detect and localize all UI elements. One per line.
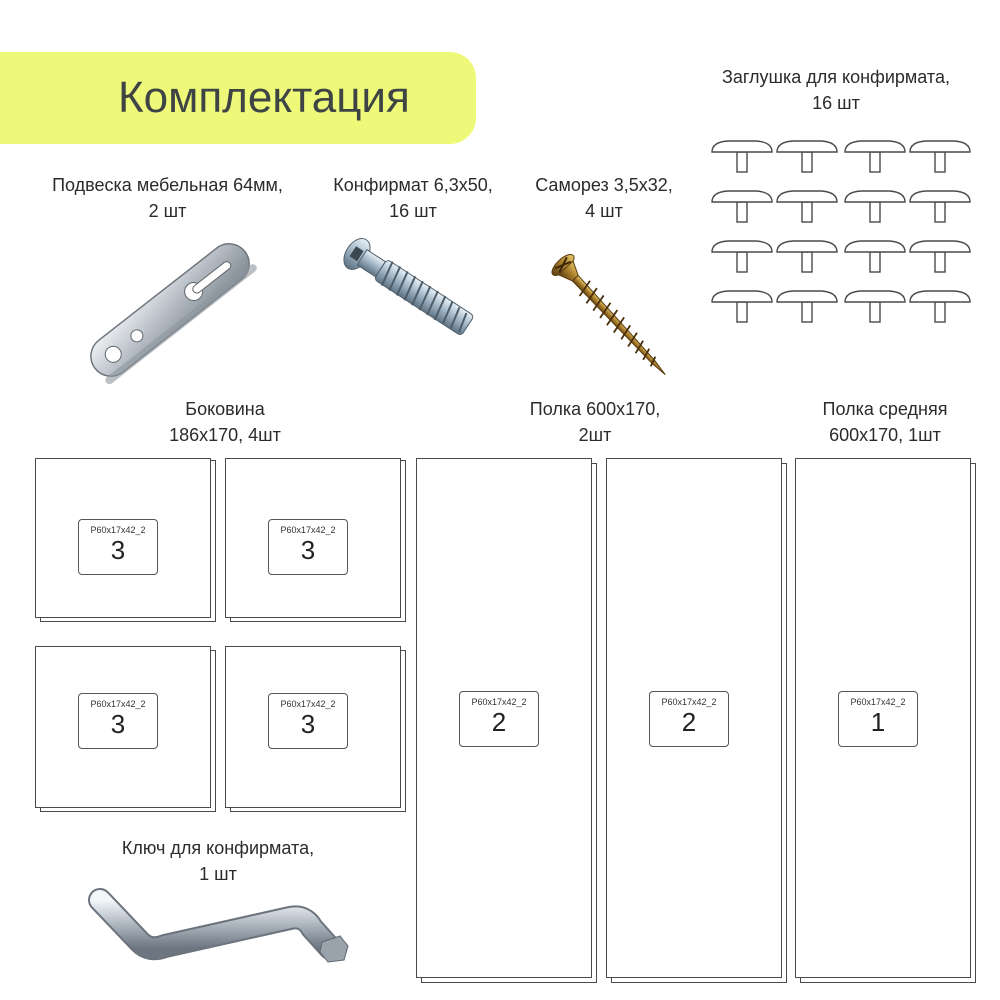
panel-number: 1 — [870, 707, 886, 737]
panel-number: 3 — [300, 535, 316, 565]
caption-side-size: 186х170, 4шт — [169, 425, 281, 445]
panel-code: P60x17x42_2 — [850, 697, 906, 707]
panel-label — [78, 693, 158, 749]
panel-code: P60x17x42_2 — [471, 697, 527, 707]
confirmat-cap-icon — [910, 291, 970, 322]
caption-screw-qty: 4 шт — [585, 201, 623, 221]
caption-middle-size: 600х170, 1шт — [829, 425, 941, 445]
confirmat-cap-icon — [712, 141, 772, 172]
side-panel-3 — [35, 646, 211, 808]
shelf-2 — [606, 458, 782, 978]
confirmat-cap-icon — [712, 291, 772, 322]
caption-confirmat-qty: 16 шт — [389, 201, 437, 221]
panel-number: 3 — [300, 709, 316, 739]
middle-shelf — [795, 458, 971, 978]
caption-side-name: Боковина — [185, 399, 265, 419]
caption-side-panels — [140, 396, 310, 448]
caption-cap-name: Заглушка для конфирмата, — [722, 67, 950, 87]
caption-middle-name: Полка средняя — [822, 399, 948, 419]
caption-key-qty: 1 шт — [199, 864, 237, 884]
confirmat-cap-icon — [777, 241, 837, 272]
confirmat-cap-icon — [777, 141, 837, 172]
caption-shelves — [505, 396, 685, 448]
confirmat-cap-icon — [910, 191, 970, 222]
confirmat-cap-icon — [777, 191, 837, 222]
confirmat-cap-icon — [712, 191, 772, 222]
caption-cap — [700, 64, 972, 116]
panel-label — [838, 691, 918, 747]
confirmat-cap-icon — [712, 241, 772, 272]
confirmat-cap-icon — [910, 241, 970, 272]
side-panel-2 — [225, 458, 401, 618]
panel-label — [268, 519, 348, 575]
caption-hanger-qty: 2 шт — [148, 201, 187, 221]
caption-shelf-name: Полка 600х170, — [529, 399, 661, 419]
confirmat-cap-icon — [845, 241, 905, 272]
side-panel-4 — [225, 646, 401, 808]
confirmat-cap-icon — [910, 141, 970, 172]
panel-code: P60x17x42_2 — [90, 525, 146, 535]
panel-code: P60x17x42_2 — [280, 525, 336, 535]
panel-number: 2 — [491, 707, 507, 737]
panel-label — [459, 691, 539, 747]
confirmat-cap-icon — [845, 191, 905, 222]
caption-hanger-name: Подвеска мебельная 64мм, — [52, 175, 283, 195]
caption-middle-shelf — [790, 396, 980, 448]
caption-shelf-size: 2шт — [578, 425, 612, 445]
caption-screw-name: Саморез 3,5х32, — [535, 175, 673, 195]
confirmat-screw-icon — [335, 232, 515, 372]
caption-confirmat-name: Конфирмат 6,3х50, — [333, 175, 493, 195]
caption-key-name: Ключ для конфирмата, — [121, 838, 315, 858]
page-title: Комплектация — [118, 73, 410, 122]
panel-label — [78, 519, 158, 575]
caption-screw — [516, 172, 692, 224]
panel-number: 3 — [110, 535, 126, 565]
furniture-hanger-icon — [70, 225, 270, 395]
panel-label — [268, 693, 348, 749]
panel-label — [649, 691, 729, 747]
caption-hanger — [30, 172, 305, 224]
caption-cap-qty: 16 шт — [812, 93, 860, 113]
shelf-1 — [416, 458, 592, 978]
hex-key-icon — [90, 880, 350, 975]
wood-screw-icon — [545, 247, 675, 382]
panel-code: P60x17x42_2 — [90, 699, 146, 709]
panel-code: P60x17x42_2 — [661, 697, 717, 707]
panel-number: 2 — [681, 707, 697, 737]
confirmat-cap-icon — [777, 291, 837, 322]
confirmat-cap-grid — [700, 130, 980, 330]
confirmat-cap-icon — [845, 141, 905, 172]
side-panel-1 — [35, 458, 211, 618]
panel-number: 3 — [110, 709, 126, 739]
panel-code: P60x17x42_2 — [280, 699, 336, 709]
confirmat-cap-icon — [845, 291, 905, 322]
caption-confirmat — [314, 172, 512, 224]
